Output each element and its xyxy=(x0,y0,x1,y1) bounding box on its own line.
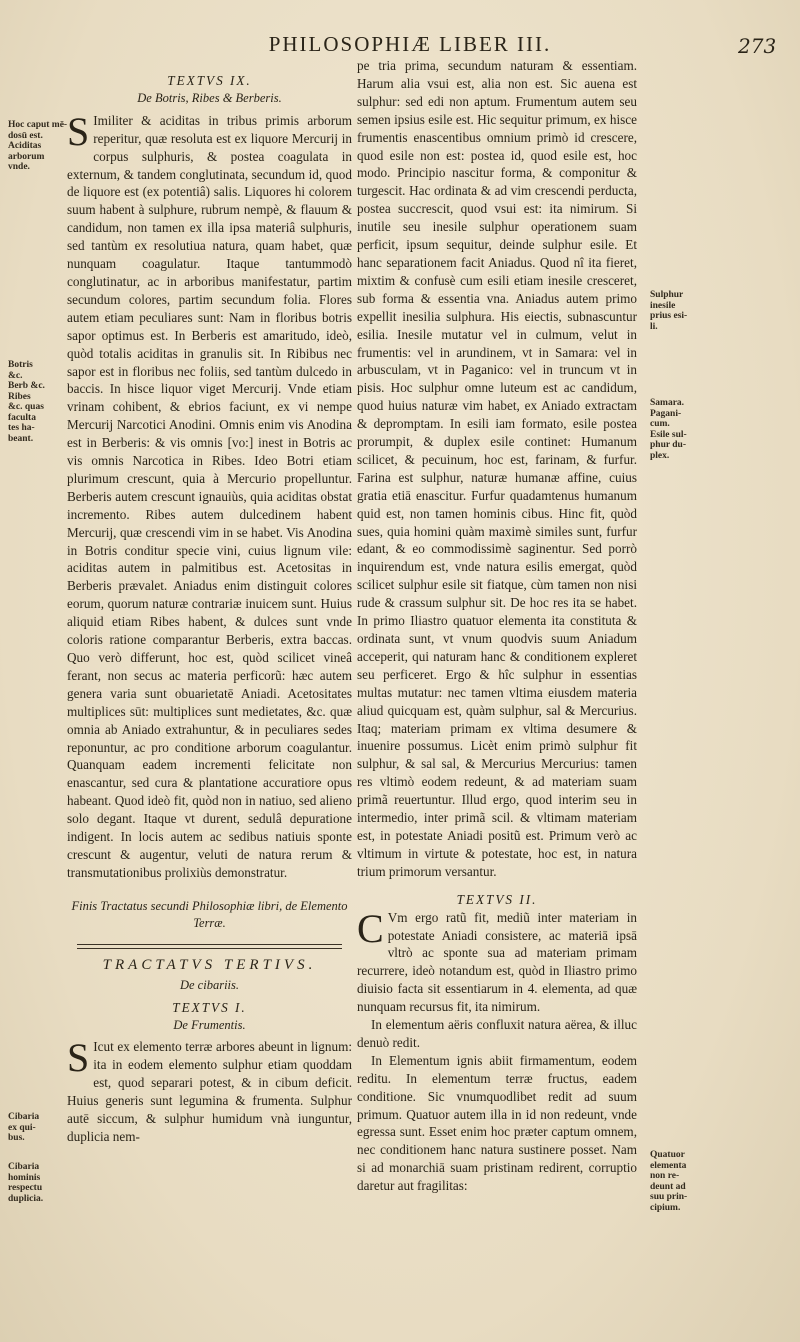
textus-ii-para3: In Elementum ignis abiit firmamentum, eodem reditu. In elementum terræ fructus, eadem conditione. Sic vnumquodlibet redit ad suum primum. Quatuor autem illa in id non redeunt, vnde egressa sunt. Esset enim hoc præter captum omnem, nec conditionem hanc natura sustinere posset. Nam si ad monarchiā suam pristinam redirent, corruptio daretur aut fragilitas: xyxy=(357,1052,637,1194)
tractatus-heading: TRACTATVS TERTIVS. xyxy=(102,956,317,973)
margin-note: Hoc caput mē- dosū est. Aciditas arborum vnde. xyxy=(8,120,68,172)
tractatus-subheading: De cibariis. xyxy=(179,977,240,992)
textus-ix-text: Imiliter & aciditas in tribus primis arborum reperitur, quæ resoluta est ex liquore Mercurij in corpus sulphuris, & postea coagulata in externum, & tandem conglutinata, secundum id, quod de liquore est (ex potentiâ) salis. Liquores hi colorem suum habent à sulphure, rubrum nempè, & flauum & candidum, non tamen ex illa ipsa materiâ sulphuris, sed tantùm ex resolutiua natura, quam habet, quæ nunquam coagulatur. Itaque tantummodò conglutinatur, ac in arboribus manifestatur, partim secundum colores, partim secundum folia. Flores autem etiam peculiares sunt: Nam in floribus botris sapor optimus est. In Berberis est amaritudo, ideò, quòd totalis aciditas in granulis sit. In Ribibus nec sapor est in floribus nec foliis, sed tantùm dulcedo in baccis. In hisce liquor viget Mercurij. Vnde etiam vrinam cohibent, & ebrios faciunt, ex vi nempe Mercurij Narcotici Anodini. Omnis enim vis Anodina est in Berberis: & vis omnis [vo:] inest in Botris ac vis omnis Narcotica in Ribes. Ideo Botri etiam plurimum crescunt, quia à Mercurio propelluntur. Berberis autem crescunt ignauiùs, quia aciditas obstat incremento. Ribes autem dulcedinem habent Mercurij, quæ crescendi vim in se habet. Vis Anodina in Botris conditur specie vini, cuius lignum vile: aciditas autem in palmitibus est. Acetositas in Berberis prævalet. Aniadus enim distinguit colores eorum, quorum naturæ contrariæ inuicem sunt. Huius aliquid etiam Ribes habent, & dulces sunt vnde coloris ratione comparantur Berberis, extra baccas. Quo verò differunt, hoc est, quòd scilicet vineâ ferant, non secus ac materia perficorũ: hæc autem genera varia sunt obuarietatē Aniadi. Acetositates multiplices sūt: multiplices sunt medietates, &c. quæ omnia ab Aniado extrahuntur, & in peculiares sedes reponuntur, ac pro conditione arborum coagulantur. Quanquam eadem incrementi felicitate non enascantur, sed cura & plantatione accuratiore opus habeant. Quod ideò fit, quòd non in natiuo, sed alieno solo degant. Itaque vt durent, sedulâ depuratione indigent. In locis autem ac sedibus natiuis sponte crescunt & augentur, veluti de natura rerum & transmutationibus prolixiùs demonstratur. xyxy=(67,112,352,880)
margin-note: Cibaria hominis respectu duplicia. xyxy=(8,1162,44,1204)
margin-note: Quatuor elementa non re- deunt ad suu prin- cipium. xyxy=(650,1150,688,1213)
dropcap: S xyxy=(67,108,90,154)
running-head: PHILOSOPHIÆ LIBER III. xyxy=(268,32,552,56)
colophon: Finis Tractatus secundi Philosophiæ libri, de Elemento Terræ. xyxy=(71,898,348,930)
margin-note: Samara. Pagani- cum. Esile sul- phur du- plex. xyxy=(650,398,687,461)
right-column xyxy=(357,57,637,1195)
textus-ix-body xyxy=(67,108,352,882)
margin-note: Sulphur inesile prius esi- li. xyxy=(650,290,688,332)
textus-ix-heading: TEXTVS IX. xyxy=(167,73,252,88)
textus-i-subheading: De Frumentis. xyxy=(173,1017,246,1032)
margin-note: Cibaria ex qui- bus. xyxy=(8,1112,40,1143)
spacer xyxy=(357,881,637,891)
dropcap: S xyxy=(67,1035,90,1081)
textus-i-body xyxy=(67,1035,352,1145)
textus-ii-text: Vm ergo ratũ fit, mediũ inter materiam in potestate Aniadi consistere, ac materiā ipsā vltrò ac sponte sua ad materiam primam recurrere, ideò notandum est, quòd in Iliastro primo diuisio facta sit essentiarum in 4. elementa, ad quæ nunquam recursus fit, ita nimirum. xyxy=(357,909,637,1015)
textus-ii-para2: In elementum aëris confluxit natura aërea, & illuc denuò redit. xyxy=(357,1017,637,1050)
textus-ii-body xyxy=(357,905,637,1016)
left-column xyxy=(67,72,352,1146)
textus-i-text: Icut ex elemento terræ arbores abeunt in lignum: ita in eodem elemento sulphur etiam quoddam est, quod separari potest, & in cibum deficit. Huius generis sunt legumina & frumenta. Sulphur autē siccum, & sulphur humidum vnà iunguntur, duplicia nem- xyxy=(67,1039,352,1144)
textus-ix-subheading: De Botris, Ribes & Berberis. xyxy=(137,90,282,105)
margin-note: Botris &c. Berb &c. Ribes &c. quas faculta tes ha- beant. xyxy=(8,360,45,444)
textus-ii-heading: TEXTVS II. xyxy=(456,891,538,907)
section-rule xyxy=(77,944,342,949)
dropcap: C xyxy=(357,905,384,951)
right-continuation: pe tria prima, secundum naturam & essentiam. Harum alia vsui est, alia non est. Sic auena est sulphur: sed edi non aptum. Frumentum autem seu semen ipsius esile est. Hic sequitur primum, ex hisce frumentis enascentibus omnium primò id crescere, quod esile non est: postea id, quod esile est, hoc modo. Principio nascitur forma, & componitur & turgescit. Hac ordinata & ad vim crescendi perducta, postea succrescit, quod vsui est: ita nimirum. Si inutile seu inesile sulphur operationem suam perficit, ipsum sequitur, deinde sulphur esile. Et hanc separationem facit Aniadus. Quod nî ita fieret, mixtim & confusè cum esili etiam inesile cresceret, sub forma & essentia vna. Aniadus autem primo expellit inesilia sulphura. His eiectis, subnascuntur esilia. Inesile mutatur vel in culmum, velut in frumentis: vel in arundinem, vt in Samara: vel in arbusculam, vt in Paganico: vel in truncum vt in pisis. Hoc sulphur omne luteum est ac candidum, quod huius naturæ vim habet, ex Aniado extractam & depromptam. In esili iam formato, esile postea prorumpit, & duplex esile continet: Humanum scilicet, & pecuinum, hoc est, farinam, & furfur. Farina est sulphur, naturæ humanæ affine, cuius gratia etiā enascitur. Furfur quadamtenus humanum quid est, non tamen hominis cibus. Hinc fit, quòd sues, quia homini quàm maximè similes sunt, furfur edant, & eo commodissimè saginentur. Sed porrò inquirendum est, vnde natura esilis emergat, quòd scilicet sulphur esile sit fiatque, cùm tamen non nisi rude & crassum sulphur sit. De hoc res ita se habet. In primo Iliastro quatuor elementa ita constituta & ordinata sunt, vt vnum quodvis suum Aniadum acceperit, qui naturam hanc & conditionem expleret seu perficeret. Ergo & hîc sulphur in essentias multas mutatur: nec tamen vltima eiusdem materia aliud quicquam est, quàm sulphur, sal & Mercurius. Itaq; materiam primam ex vltima desumere & inuenire possumus. Licèt enim primò sulphur fit sulphur, & sal sal, & Mercurius Mercurius: tamen res vltimò eodem redeunt, & ad materiam suam primã reuertuntur. Illud ergo, quod interim seu in intermedio, inter primã scil. & vltimam materiam est, in potestate Aniadi positũ est. Primum verò ac vltimum in virtute & potestate, hoc est, in natura trium primorum versantur. xyxy=(357,58,637,879)
page-number: 273 xyxy=(738,34,777,58)
textus-i-heading: TEXTVS I. xyxy=(172,999,247,1015)
